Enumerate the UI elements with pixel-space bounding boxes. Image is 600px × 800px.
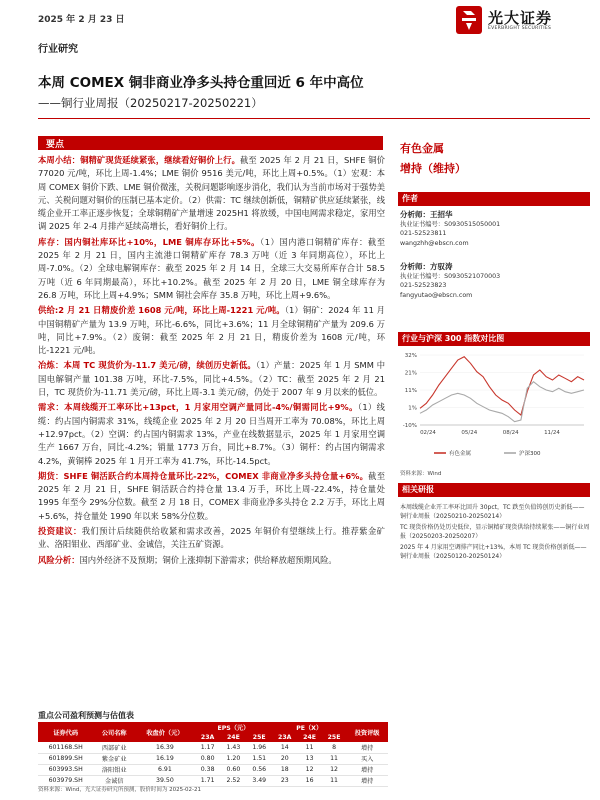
related-report-link[interactable]: 本周线缆企业开工率环比回升 30pct，TC 跌至负值铸创历史新低——铜行业周报（20250210-20250214） [400, 504, 585, 520]
paragraph-heading: 期货：SHFE 铜活跃合约本周持仓量环比-22%，COMEX 非商业净多头持仓量+6%。 [38, 470, 369, 481]
table-cell: 增持 [346, 764, 388, 775]
table-row [38, 764, 388, 775]
paragraph-demand [38, 401, 385, 467]
column-header: 公司名称 [93, 722, 135, 742]
paragraph-heading: 本周小结：铜精矿现货延续紧张，继续看好铜价上行。 [38, 155, 240, 165]
author-phone: 021-52523811 [400, 230, 447, 237]
index-comparison-chart [398, 349, 590, 461]
section-label: 行业研究 [38, 44, 78, 55]
table-cell: 13 [297, 753, 321, 764]
table-row [38, 742, 388, 753]
chart-source: 资料来源：Wind [400, 471, 442, 477]
paragraph-text: （1）铜矿：2024 年 11 月中国铜精矿产量为 13.9 万吨，环比-6.6%，同比+3.6%；11 月全球铜精矿产量为 209.6 万吨，同比+7.9%。（2）废铜：截至 2025 年 2 月 21 日，精废价差为 1608 元/吨，环比-1221 元/吨。 [38, 305, 385, 356]
table-cell: 3.49 [246, 775, 272, 786]
y-tick-label: 21% [404, 370, 417, 377]
paragraph-heading: 库存：国内铜社库环比+10%，LME 铜库存环比+5%。 [38, 236, 260, 247]
related-report-link[interactable]: 2025 年 4 月家用空调排产同比+13%，本周 TC 现货价格创新低——铜行业周报（20250120-20250124） [400, 544, 587, 560]
paragraph-heading: 供给:2 月 21 日精废价差 1608 元/吨，环比上周-1221 元/吨。 [38, 305, 285, 316]
paragraph-text: 截至 2025 年 2 月 21 日，SHFE 铜价 77020 元/吨，环比上周-1.4%；LME 铜价 9516 美元/吨，环比上周+0.5%。（1）宏观：本周 COMEX 铜价下跌、LME 铜价微涨，关税问题影响逐步消化，我们认为当前市场对于强势美元、关税问题对铜价的压制已基本定价。（2）供需：TC 继续创新低，铜精矿供应延续紧张，线缆企业开工率正逐步恢复；全球铜精矿产量增速 2025H1 将放缓，中国电网需求稳定，家用空调 2025 年 2-4 月排产延续高增长，看好铜价上行。 [38, 155, 385, 232]
table-cell: 14 [272, 742, 297, 753]
report-date: 2025 年 2 月 23 日 [38, 15, 125, 25]
table-cell: 1.43 [221, 742, 247, 753]
table-cell: 1.20 [221, 753, 247, 764]
key-points-header [38, 136, 383, 150]
paragraph-risk [38, 554, 385, 567]
table-cell: 11 [322, 753, 346, 764]
authors-header [398, 192, 590, 206]
author-name: 分析师：王招华 [400, 210, 453, 219]
legend-label: 沪深300 [519, 451, 541, 457]
column-header: EPS（元） [195, 722, 272, 732]
paragraph-heading: 投资建议： [38, 526, 82, 537]
report-subtitle: ——铜行业周报（20250217-20250221） [38, 96, 263, 110]
author-license: 执业证书编号：S0930515050001 [400, 220, 501, 228]
author-phone: 021-52523823 [400, 282, 447, 289]
table-cell: 601899.SH [38, 753, 93, 764]
y-tick-label: 11% [404, 388, 417, 394]
column-subheader: 24E [297, 732, 321, 742]
x-tick-label: 08/24 [502, 430, 519, 436]
table-cell: 增持 [346, 742, 388, 753]
table-cell: 39.50 [135, 775, 195, 786]
paragraph-heading: 冶炼：本周 TC 现货价为-11.7 美元/磅，续创历史新低。 [38, 360, 256, 371]
table-cell: 增持 [346, 775, 388, 786]
key-points-body [38, 154, 385, 569]
series-line [420, 357, 584, 415]
paragraph-investment [38, 525, 385, 552]
table-cell: 紫金矿业 [93, 753, 135, 764]
chart-label: 行业与沪深 300 指数对比图 [402, 334, 505, 343]
x-tick-label: 02/24 [420, 430, 436, 436]
table-body [38, 742, 388, 786]
table-cell: 23 [272, 775, 297, 786]
y-tick-label: 32% [404, 353, 417, 359]
authors-label: 作者 [402, 194, 418, 203]
table-cell: 16.39 [135, 742, 195, 753]
investment-rating: 增持（维持） [400, 162, 466, 175]
table-cell: 16.19 [135, 753, 195, 764]
logo-text-cn: 光大证券 [488, 9, 553, 27]
paragraph-text: 国内外经济不及预期；铜价上涨抑制下游需求；供给释放超预期风险。 [79, 554, 337, 565]
table-row [38, 753, 388, 764]
table-cell: 6.91 [135, 764, 195, 775]
paragraph-supply [38, 304, 385, 357]
table-cell: 洛阳钼业 [93, 764, 135, 775]
paragraph-text: 截至 2025 年 2 月 21 日，SHFE 铜活跃合约持仓量 13.4 万手，环比上周-22.4%，持仓量处 1995 年至今 29%分位数。截至 2 月 18 日，COMEX 非商业净多头持仓 2.2 万手，环比上周+5.6%，持仓量处 1990 年以来 58%分位数。 [38, 470, 385, 521]
y-tick-label: 1% [408, 405, 417, 412]
forecast-table-title: 重点公司盈利预测与估值表 [38, 711, 134, 720]
logo-text-en: EVERBRIGHT SECURITIES [488, 26, 552, 31]
chart-header [398, 332, 590, 346]
author-email[interactable]: fangyutao@ebscn.com [400, 291, 473, 299]
column-header: 证券代码 [38, 722, 93, 742]
title-divider [38, 118, 590, 119]
table-cell: 12 [297, 764, 321, 775]
column-subheader: 23A [272, 732, 297, 742]
x-tick-label: 05/24 [461, 430, 478, 436]
table-cell: 603979.SH [38, 775, 93, 786]
everbright-logo-icon [456, 6, 482, 34]
author-card [400, 262, 500, 300]
table-cell: 16 [297, 775, 321, 786]
series-line [420, 382, 584, 422]
table-cell: 0.80 [195, 753, 221, 764]
report-title: 本周 COMEX 铜非商业净多头持仓重回近 6 年中高位 [38, 75, 364, 91]
column-header: PE（X） [272, 722, 346, 732]
related-report-link[interactable]: TC 现货价格仍处历史低位，显示铜精矿现货供给持续紧张——铜行业周报（20250203-20250207） [400, 524, 590, 540]
table-cell: 8 [322, 742, 346, 753]
table-cell: 18 [272, 764, 297, 775]
key-points-label: 要点 [46, 140, 65, 150]
author-license: 执业证书编号：S0930521070003 [400, 272, 501, 280]
brand-logo [456, 6, 576, 36]
table-cell: 11 [297, 742, 321, 753]
legend-label: 有色金属 [449, 451, 472, 457]
paragraph-heading: 需求：本周线缆开工率环比+13pct，1 月家用空调产量同比-4%/铜需同比+9%。 [38, 402, 358, 413]
paragraph-futures [38, 470, 385, 523]
paragraph-smelting [38, 359, 385, 399]
paragraph-text: 我们预计后续随供给收紧和需求改善，2025 年铜价有望继续上行。推荐紫金矿业、洛阳钼业、西部矿业、金诚信，关注五矿资源。 [38, 526, 385, 550]
column-subheader: 25E [322, 732, 346, 742]
table-cell: 1.17 [195, 742, 221, 753]
related-header [398, 483, 590, 497]
table-cell: 西部矿业 [93, 742, 135, 753]
table-cell: 20 [272, 753, 297, 764]
column-header: 收盘价（元） [135, 722, 195, 742]
paragraph-text: （1）线缆：约占国内铜需求 31%，线缆企业 2025 年 2 月 20 日当周开工率为 70.08%，环比上周+12.97pct。（2）空调：约占国内铜需求 13%，产业在线数据显示，2025 年 1 月家用空调生产 1667 万台，同比-4.2%；销量 1773 万台，同比+8.7%。（3）铜杆：约占国内铜需求 4.2%，黄铜棒 2025 年 1 月开工率为 41.7%，环比-14.5pct。 [38, 402, 385, 466]
table-cell: 1.51 [246, 753, 272, 764]
table-cell: 601168.SH [38, 742, 93, 753]
x-tick-label: 11/24 [544, 430, 560, 436]
paragraph-heading: 风险分析： [38, 554, 80, 565]
author-email[interactable]: wangzhh@ebscn.com [400, 239, 469, 247]
table-cell: 金诚信 [93, 775, 135, 786]
column-subheader: 24E [221, 732, 247, 742]
table-cell: 买入 [346, 753, 388, 764]
column-subheader: 25E [246, 732, 272, 742]
table-cell: 0.60 [221, 764, 247, 775]
paragraph-summary [38, 154, 385, 234]
table-cell: 1.96 [246, 742, 272, 753]
table-cell: 0.56 [246, 764, 272, 775]
column-subheader: 23A [195, 732, 221, 742]
table-cell: 12 [322, 764, 346, 775]
column-header: 投资评级 [346, 722, 388, 742]
related-label: 相关研报 [402, 485, 434, 494]
author-card [400, 210, 500, 248]
forecast-table [38, 722, 388, 787]
table-cell: 0.38 [195, 764, 221, 775]
table-cell: 11 [322, 775, 346, 786]
y-tick-label: -10% [402, 423, 417, 429]
table-header-row [38, 722, 388, 732]
paragraph-text: （1）国内港口铜精矿库存：截至 2025 年 2 月 21 日，国内主流港口铜精矿库存 78.3 万吨（近 3 年同期高位），环比上周-7.0%。（2）全球电解铜库存：截至 2025 年 2 月 14 日，全球三大交易所库存合计 58.5 万吨（近 6 年同期最高），环比+10.2%。截至 2025 年 2 月 20 日，LME 铜全球库存为 26.8 万吨，环比上周+4.9%；SMM 铜社会库存 35.8 万吨，环比上周+9.6%。 [38, 236, 385, 300]
author-name: 分析师：方驭涛 [400, 262, 453, 271]
paragraph-inventory [38, 236, 385, 302]
paragraph-text: （1）产量：2025 年 1 月 SMM 中国电解铜产量 101.38 万吨，环比-7.5%，同比+4.5%。（2）TC：截至 2025 年 2 月 21 日，TC 现货价为-11.71 美元/磅，环比上周-3.1 美元/磅，仍处于 2007 年 9 月以来的低位。 [38, 360, 385, 398]
table-source: 资料来源：Wind，光大证券研究所预测，股价时间为 2025-02-21 [38, 787, 202, 793]
table-cell: 2.52 [221, 775, 247, 786]
table-cell: 603993.SH [38, 764, 93, 775]
related-reports [400, 504, 590, 565]
sector-name: 有色金属 [400, 142, 444, 155]
table-cell: 1.71 [195, 775, 221, 786]
